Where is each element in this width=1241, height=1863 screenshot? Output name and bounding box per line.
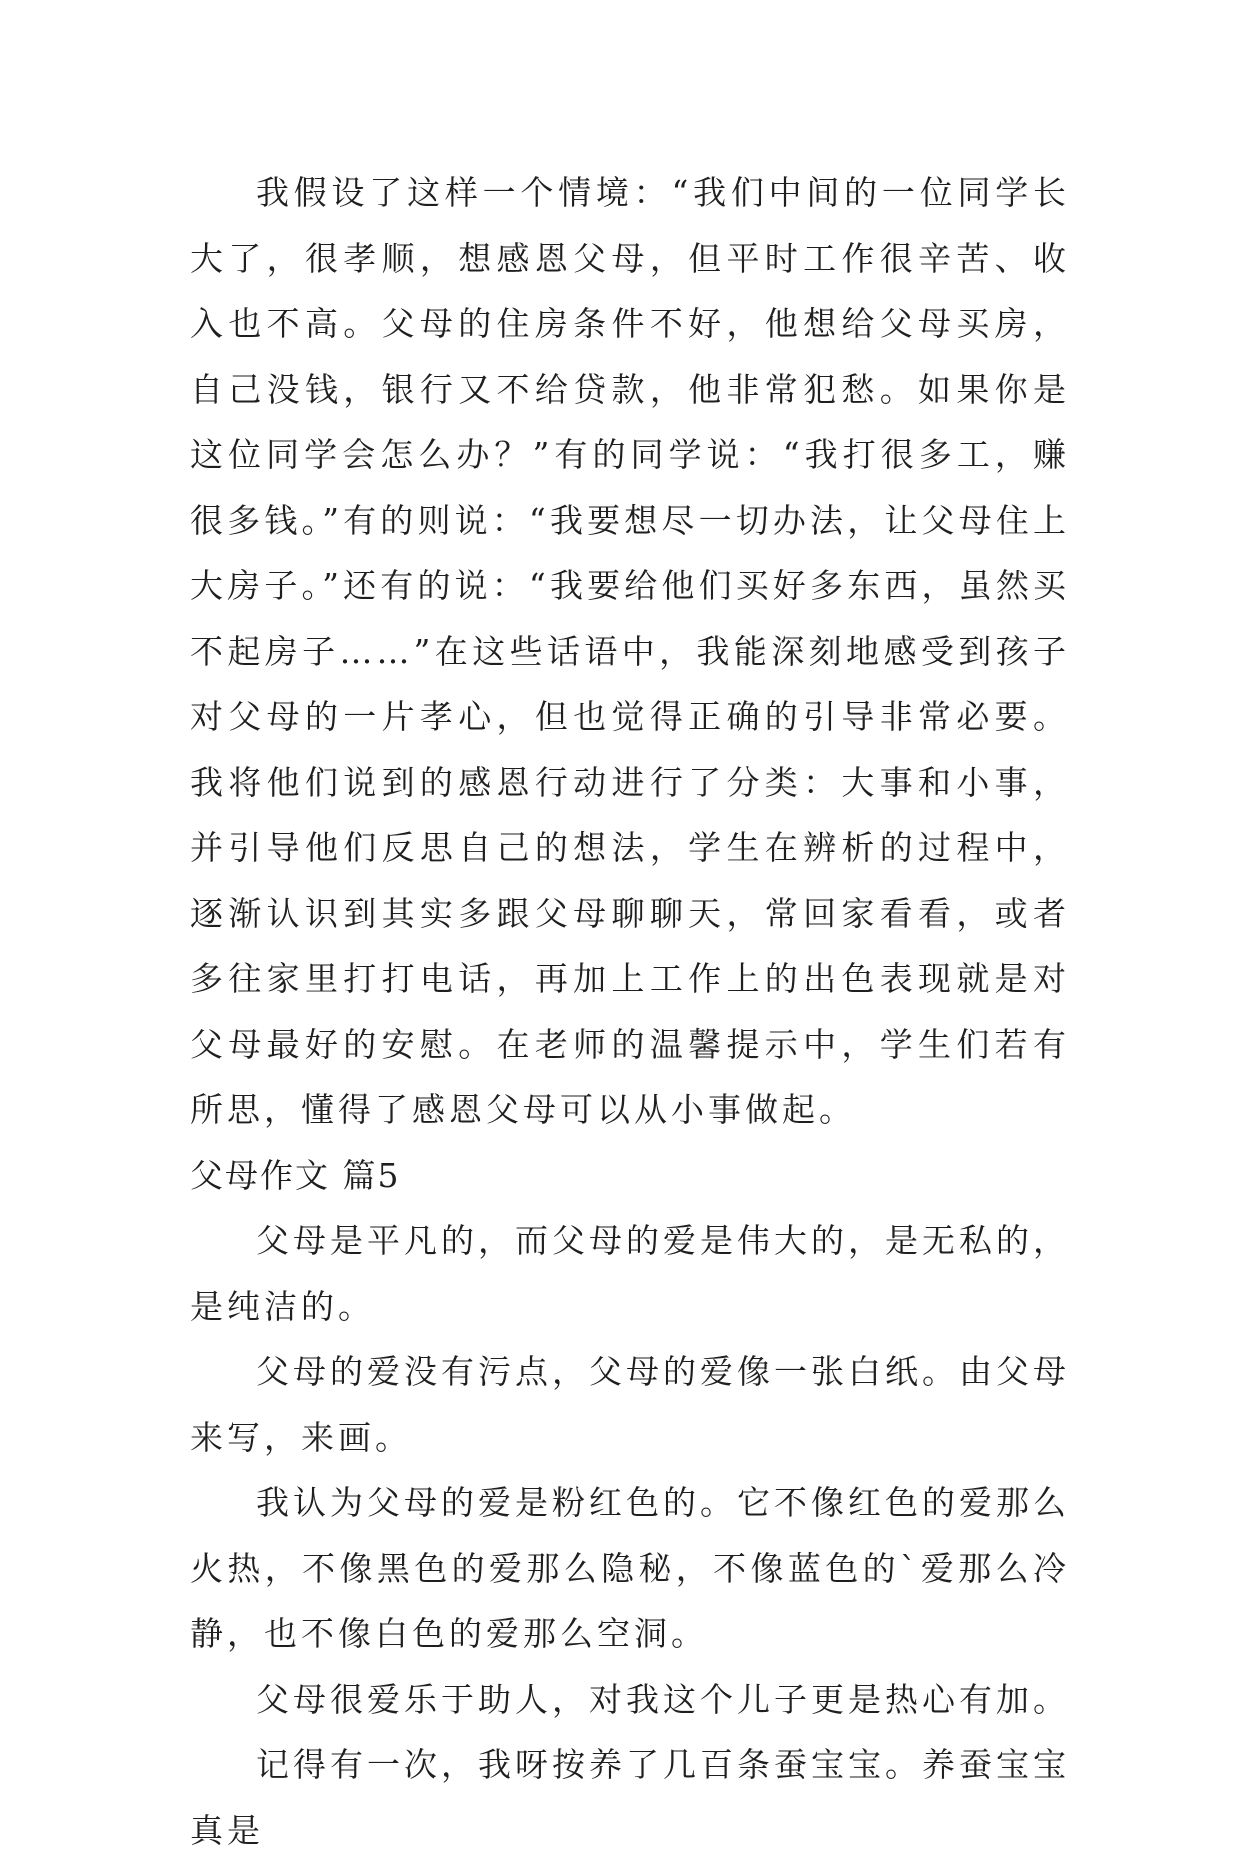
section-heading: 父母作文 篇5 bbox=[190, 1155, 401, 1195]
paragraph-situation: 我假设了这样一个情境：“我们中间的一位同学长大了，很孝顺，想感恩父母，但平时工作很辛苦、收入也不高。父母的住房条件不好，他想给父母买房，自己没钱，银行又不给贷款，他非常犯愁。如果你是这位同学会怎么办？”有的同学说：“我打很多工，赚很多钱。”有的则说：“我要想尽一切办法，让父母住上大房子。”还有的说：“我要给他们买好多东西，虽然买不起房子……”在这些话语中，我能深刻地感受到孩子对父母的一片孝心，但也觉得正确的引导非常必要。我将他们说到的感恩行动进行了分类：大事和小事，并引导他们反思自己的想法，学生在辨析的过程中，逐渐认识到其实多跟父母聊聊天，常回家看看，或者多往家里打打电话，再加上工作上的出色表现就是对父母最好的安慰。在老师的温馨提示中，学生们若有所思，懂得了感恩父母可以从小事做起。 bbox=[190, 173, 1070, 1129]
paragraph-silkworms: 记得有一次，我呀按养了几百条蚕宝宝。养蚕宝宝真是 bbox=[190, 1745, 1070, 1850]
document-body bbox=[190, 160, 1070, 1863]
paragraph-helpful: 父母很爱乐于助人，对我这个儿子更是热心有加。 bbox=[256, 1679, 1070, 1719]
paragraph-parents-ordinary: 父母是平凡的，而父母的爱是伟大的，是无私的，是纯洁的。 bbox=[190, 1221, 1070, 1326]
paragraph-pink-love: 我认为父母的爱是粉红色的。它不像红色的爱那么火热，不像黑色的爱那么隐秘，不像蓝色的`爱那么冷静，也不像白色的爱那么空洞。 bbox=[190, 1483, 1070, 1653]
paragraph-white-paper: 父母的爱没有污点，父母的爱像一张白纸。由父母来写，来画。 bbox=[190, 1352, 1070, 1457]
